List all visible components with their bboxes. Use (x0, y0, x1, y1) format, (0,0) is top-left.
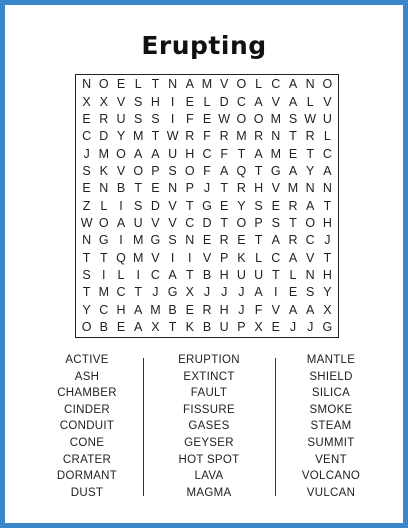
grid-letter: T (289, 216, 297, 231)
grid-letter: W (80, 216, 93, 231)
grid-letter: V (168, 216, 177, 231)
grid-letter: T (151, 129, 160, 144)
grid-letter: V (202, 250, 212, 265)
grid-letter: Y (82, 302, 91, 317)
grid-letter: V (151, 216, 160, 231)
grid-letter: G (270, 164, 281, 179)
grid-letter: A (271, 233, 280, 248)
grid-letter: E (82, 112, 91, 127)
grid-letter: T (82, 285, 91, 300)
grid-letter: W (166, 129, 179, 144)
word-list-item: SHIELD (309, 370, 353, 383)
grid-letter: J (238, 302, 245, 317)
grid-letter: T (220, 216, 229, 231)
grid-letter: C (236, 94, 246, 109)
grid-letter: H (219, 302, 229, 317)
grid-letter: E (271, 198, 280, 213)
grid-letter: D (202, 216, 212, 231)
grid-letter: F (203, 129, 211, 144)
grid-letter: R (236, 181, 246, 196)
word-list-item: CHAMBER (57, 387, 117, 400)
grid-letter: J (203, 181, 211, 196)
grid-letter: O (236, 112, 247, 127)
grid-letter: E (288, 285, 298, 300)
word-list-item: SILICA (311, 387, 351, 400)
grid-letter: A (288, 94, 298, 109)
word-list-item: CINDER (64, 403, 110, 416)
word-list-item: DUST (70, 486, 104, 499)
column-divider (143, 358, 144, 496)
grid-letter: I (119, 233, 123, 248)
grid-letter: U (133, 216, 143, 231)
page-title: Erupting (141, 31, 267, 60)
grid-letter: V (168, 198, 177, 213)
grid-letter: C (271, 250, 281, 265)
grid-letter: M (132, 233, 144, 248)
grid-letter: R (254, 129, 264, 144)
word-list-item: CONE (69, 436, 105, 449)
grid-letter: X (151, 320, 160, 335)
word-list-item: CONDUIT (59, 420, 115, 433)
grid-letter: D (219, 94, 229, 109)
grid-letter: D (99, 129, 109, 144)
grid-letter: T (254, 233, 263, 248)
letter-grid (75, 74, 339, 338)
grid-letter: A (220, 164, 229, 179)
grid-letter: J (307, 320, 314, 335)
grid-letter: J (221, 285, 228, 300)
grid-letter: B (202, 320, 212, 335)
grid-letter: N (99, 181, 109, 196)
grid-letter: G (150, 233, 161, 248)
grid-letter: F (220, 146, 229, 161)
column-divider (275, 358, 276, 496)
grid-letter: S (151, 112, 160, 127)
grid-letter: T (168, 320, 177, 335)
grid-letter: H (322, 268, 332, 283)
grid-letter: H (150, 94, 160, 109)
grid-letter: T (289, 129, 297, 144)
grid-letter: Y (237, 198, 246, 213)
grid-letter: N (305, 181, 315, 196)
word-list-item: FAULT (190, 387, 228, 400)
grid-letter: S (168, 233, 177, 248)
grid-letter: Y (306, 164, 315, 179)
grid-letter: V (323, 94, 332, 109)
grid-letter: M (132, 129, 144, 144)
grid-letter: I (102, 268, 106, 283)
grid-letter: O (133, 164, 144, 179)
grid-letter: S (271, 216, 280, 231)
grid-letter: S (134, 198, 143, 213)
grid-letter: R (305, 129, 315, 144)
grid-letter: T (134, 285, 143, 300)
grid-letter: P (185, 181, 194, 196)
grid-letter: X (323, 302, 332, 317)
grid-letter: E (202, 233, 212, 248)
grid-letter: A (134, 146, 143, 161)
grid-letter: J (152, 285, 159, 300)
grid-letter: O (305, 216, 316, 231)
grid-letter: O (236, 216, 247, 231)
word-list-item: ASH (74, 370, 100, 383)
word-list-item: EXTINCT (183, 370, 235, 383)
grid-letter: A (151, 146, 160, 161)
grid-letter: M (132, 250, 144, 265)
grid-letter: J (238, 285, 245, 300)
grid-letter: Z (82, 198, 91, 213)
word-list (35, 352, 383, 502)
grid-letter: E (185, 302, 194, 317)
grid-letter: N (82, 233, 92, 248)
grid-letter: G (98, 233, 109, 248)
grid-letter: V (116, 164, 126, 179)
grid-letter: E (151, 181, 160, 196)
word-list-item: MAGMA (186, 486, 232, 499)
grid-letter: O (253, 112, 264, 127)
grid-letter: P (151, 164, 160, 179)
grid-letter: M (150, 302, 161, 317)
grid-letter: R (185, 129, 195, 144)
grid-letter: I (136, 268, 140, 283)
grid-letter: N (82, 77, 92, 92)
grid-letter: Q (116, 250, 126, 265)
grid-letter: F (254, 302, 263, 317)
grid-letter: A (288, 250, 298, 265)
grid-letter: M (98, 285, 109, 300)
grid-letter: R (99, 112, 109, 127)
grid-letter: K (99, 164, 108, 179)
word-list-item: GEYSER (184, 436, 234, 449)
grid-letter: L (255, 77, 263, 92)
grid-letter: T (323, 198, 332, 213)
grid-letter: O (81, 320, 92, 335)
grid-letter: C (202, 146, 212, 161)
word-list-item: ERUPTION (178, 354, 240, 366)
word-column-2 (157, 352, 261, 501)
grid-letter: A (288, 164, 298, 179)
grid-letter: P (254, 216, 263, 231)
grid-letter: E (220, 198, 229, 213)
grid-letter: N (305, 77, 315, 92)
grid-letter: S (288, 112, 298, 127)
grid-letter: L (117, 268, 125, 283)
grid-letter: J (203, 285, 211, 300)
word-list-item: HOT SPOT (178, 453, 240, 466)
grid-letter: O (322, 77, 333, 92)
grid-letter: G (202, 198, 212, 213)
grid-letter: B (168, 302, 177, 317)
grid-letter: R (219, 233, 229, 248)
grid-letter: C (305, 233, 315, 248)
grid-letter: R (202, 302, 212, 317)
grid-letter: H (254, 181, 264, 196)
grid-letter: K (237, 250, 246, 265)
grid-letter: C (150, 268, 160, 283)
grid-letter: T (220, 181, 229, 196)
grid-letter: C (82, 129, 92, 144)
word-list-item: ACTIVE (65, 354, 109, 366)
grid-letter: U (254, 268, 264, 283)
grid-letter: A (185, 77, 194, 92)
grid-letter: A (306, 302, 315, 317)
grid-letter: N (305, 268, 315, 283)
grid-letter: A (254, 285, 263, 300)
grid-letter: X (254, 320, 263, 335)
grid-letter: T (237, 146, 246, 161)
grid-letter: C (99, 302, 109, 317)
grid-letter: K (185, 320, 194, 335)
grid-letter: E (288, 146, 298, 161)
grid-letter: T (254, 164, 263, 179)
grid-letter: L (203, 94, 211, 109)
grid-letter: V (271, 302, 280, 317)
grid-letter: A (306, 198, 315, 213)
grid-letter: U (168, 146, 178, 161)
grid-letter: R (288, 198, 298, 213)
word-column-1 (35, 352, 139, 501)
grid-letter: M (270, 146, 281, 161)
word-list-item: STEAM (310, 420, 352, 433)
grid-letter: B (202, 268, 212, 283)
grid-letter: G (322, 320, 333, 335)
grid-letter: V (151, 250, 160, 265)
grid-letter: V (271, 94, 280, 109)
word-list-item: LAVA (194, 470, 224, 483)
grid-letter: F (203, 164, 211, 179)
grid-letter: C (116, 285, 126, 300)
grid-letter: S (168, 164, 177, 179)
word-list-item: VENT (315, 453, 347, 466)
grid-letter: S (82, 268, 91, 283)
word-list-item: MANTLE (306, 354, 356, 366)
grid-letter: V (116, 94, 126, 109)
grid-letter: D (150, 198, 160, 213)
word-list-item: VOLCANO (301, 470, 361, 483)
grid-letter: A (288, 302, 298, 317)
grid-letter: T (134, 181, 143, 196)
grid-letter: M (98, 146, 109, 161)
word-list-item: SUMMIT (307, 436, 355, 449)
grid-letter: A (116, 216, 126, 231)
grid-letter: N (271, 129, 281, 144)
grid-letter: T (323, 250, 332, 265)
grid-letter: U (219, 320, 229, 335)
grid-letter: W (218, 112, 231, 127)
grid-letter: E (82, 181, 91, 196)
grid-letter: P (237, 320, 246, 335)
grid-letter: L (289, 268, 297, 283)
grid-letter: A (323, 164, 332, 179)
grid-letter: E (202, 112, 212, 127)
grid-letter: G (167, 285, 178, 300)
grid-letter: S (254, 198, 263, 213)
word-list-item: GASES (188, 420, 230, 433)
grid-letter: I (170, 112, 175, 127)
grid-letter: Y (323, 285, 332, 300)
grid-letter: M (236, 129, 247, 144)
grid-letter: M (201, 77, 213, 92)
grid-letter: E (185, 94, 194, 109)
word-column-3 (279, 352, 383, 501)
grid-letter: T (185, 198, 194, 213)
grid-letter: N (168, 77, 178, 92)
grid-letter: L (323, 129, 331, 144)
grid-letter: H (116, 302, 126, 317)
grid-letter: Q (236, 164, 247, 179)
grid-letter: U (236, 268, 246, 283)
grid-letter: X (185, 285, 194, 300)
grid-letter: L (134, 77, 142, 92)
grid-letter: N (168, 181, 178, 196)
grid-letter: E (237, 233, 246, 248)
grid-letter: I (119, 198, 123, 213)
grid-letter: C (322, 146, 332, 161)
grid-letter: H (185, 146, 195, 161)
grid-letter: B (99, 320, 108, 335)
grid-letter: E (116, 77, 126, 92)
grid-letter: R (288, 233, 298, 248)
grid-letter: A (254, 94, 263, 109)
grid-letter: A (168, 268, 177, 283)
grid-letter: U (322, 112, 332, 127)
grid-letter: O (116, 146, 126, 161)
grid-letter: I (274, 285, 278, 300)
grid-letter: T (151, 77, 160, 92)
grid-letter: T (185, 268, 194, 283)
grid-letter: J (289, 320, 297, 335)
grid-letter: S (134, 94, 143, 109)
grid-letter: L (306, 94, 314, 109)
grid-letter: H (322, 216, 332, 231)
grid-letter: F (185, 112, 194, 127)
grid-letter: T (82, 250, 91, 265)
grid-letter: N (322, 181, 332, 196)
grid-letter: C (185, 216, 195, 231)
grid-letter: A (134, 302, 143, 317)
grid-letter: O (98, 216, 109, 231)
grid-letter: V (271, 181, 280, 196)
grid-letter: J (83, 146, 90, 161)
grid-letter: N (185, 233, 195, 248)
grid-letter: R (219, 129, 229, 144)
grid-letter: O (184, 164, 195, 179)
grid-letter: V (220, 77, 229, 92)
grid-letter: M (270, 112, 281, 127)
grid-letter: E (271, 320, 280, 335)
grid-letter: S (306, 285, 315, 300)
grid-letter: P (220, 250, 229, 265)
grid-letter: B (116, 181, 126, 196)
grid-letter: C (271, 77, 281, 92)
grid-letter: X (99, 94, 108, 109)
grid-letter: E (116, 320, 126, 335)
word-list-item: CRATER (62, 453, 112, 466)
word-list-item: SMOKE (309, 403, 353, 416)
grid-letter: V (306, 250, 315, 265)
grid-letter: U (116, 112, 126, 127)
grid-letter: M (287, 181, 299, 196)
grid-letter: I (188, 250, 192, 265)
grid-letter: L (100, 198, 108, 213)
grid-letter: O (98, 77, 109, 92)
grid-letter: Y (116, 129, 126, 144)
grid-letter: T (271, 268, 280, 283)
grid-letter: J (324, 233, 331, 248)
grid-letter: T (99, 250, 108, 265)
grid-letter: T (306, 146, 315, 161)
grid-letter: L (255, 250, 263, 265)
grid-letter: X (82, 94, 91, 109)
word-list-item: VULCAN (306, 486, 356, 499)
grid-letter: A (134, 320, 143, 335)
grid-letter: H (219, 268, 229, 283)
word-list-item: DORMANT (56, 470, 118, 483)
grid-letter: I (170, 94, 175, 109)
grid-letter: W (304, 112, 317, 127)
word-list-item: FISSURE (183, 403, 235, 416)
grid-letter: S (134, 112, 143, 127)
grid-letter: A (254, 146, 263, 161)
grid-letter: O (236, 77, 247, 92)
grid-letter: I (170, 250, 175, 265)
grid-letter: S (82, 164, 91, 179)
grid-letter: A (288, 77, 298, 92)
